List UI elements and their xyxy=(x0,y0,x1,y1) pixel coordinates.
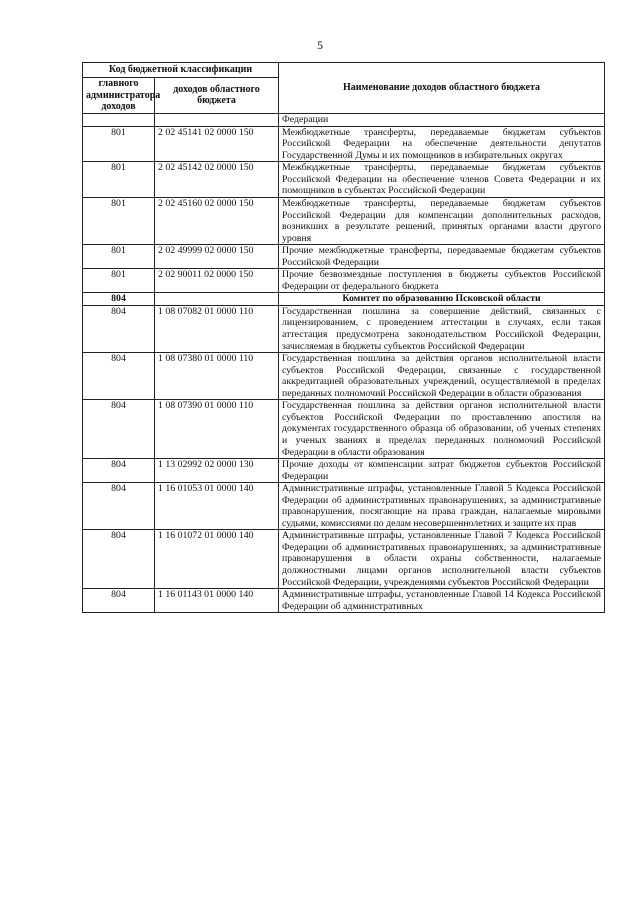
income-code-cell: 1 08 07380 01 0000 110 xyxy=(155,353,279,400)
table-row xyxy=(83,589,605,613)
table-row xyxy=(83,269,605,293)
income-code-cell: 2 02 90011 02 0000 150 xyxy=(155,269,279,293)
income-code-cell: 1 13 02992 02 0000 130 xyxy=(155,459,279,483)
admin-code-cell: 804 xyxy=(83,483,155,530)
admin-code-cell xyxy=(83,114,155,127)
income-name-cell: Прочие безвозмездные поступления в бюджеты субъектов Российской Федерации от федерального бюджета xyxy=(279,269,605,293)
income-code-cell: 2 02 45141 02 0000 150 xyxy=(155,126,279,162)
admin-code-cell: 804 xyxy=(83,305,155,352)
admin-code-cell: 801 xyxy=(83,162,155,198)
admin-code-cell: 804 xyxy=(83,400,155,459)
income-name-cell: Комитет по образованию Псковской области xyxy=(279,293,605,306)
table-row xyxy=(83,305,605,352)
income-code-cell: 2 02 49999 02 0000 150 xyxy=(155,245,279,269)
budget-classification-table xyxy=(82,62,605,613)
income-code-cell: 2 02 45142 02 0000 150 xyxy=(155,162,279,198)
table-row xyxy=(83,126,605,162)
income-name-cell: Межбюджетные трансферты, передаваемые бюджетам субъектов Российской Федерации на обеспечение деятельности депутатов Государственной Думы и их помощников в избирательных округах xyxy=(279,126,605,162)
income-code-cell xyxy=(155,293,279,306)
income-name-cell: Административные штрафы, установленные Главой 5 Кодекса Российской Федерации об административных правонарушениях, за административные правонарушения, посягающие на права граждан, налагаемые мировыми судьями, комиссиями по делам несовершеннолетних и защите их прав xyxy=(279,483,605,530)
table-row xyxy=(83,400,605,459)
table-row xyxy=(83,198,605,245)
table-row xyxy=(83,353,605,400)
table-body xyxy=(83,114,605,613)
header-name: Наименование доходов областного бюджета xyxy=(279,63,605,114)
income-code-cell: 2 02 45160 02 0000 150 xyxy=(155,198,279,245)
header-admin: главного администратора доходов xyxy=(83,77,155,113)
table-row xyxy=(83,162,605,198)
page-number: 5 xyxy=(317,38,323,52)
admin-code-cell: 804 xyxy=(83,353,155,400)
admin-code-cell: 804 xyxy=(83,589,155,613)
income-name-cell: Межбюджетные трансферты, передаваемые бюджетам субъектов Российской Федерации для компенсации дополнительных расходов, возникших в результате решений, принятых органами власти другого уровня xyxy=(279,198,605,245)
table-row xyxy=(83,530,605,589)
income-name-cell: Государственная пошлина за действия органов исполнительной власти субъектов Российской Федерации, связанные с государственной аккредитацией образовательных учреждений, осуществляемой в пределах переданных полномочий Российской Федерации в области образования xyxy=(279,353,605,400)
admin-code-cell: 804 xyxy=(83,293,155,306)
table-row xyxy=(83,245,605,269)
income-name-cell: Государственная пошлина за совершение действий, связанных с лицензированием, с проведением аттестации в случаях, если такая аттестация предусмотрена законодательством Российской Федерации, зачисляемая в бюджеты субъектов Российской Федерации xyxy=(279,305,605,352)
income-name-cell: Прочие доходы от компенсации затрат бюджетов субъектов Российской Федерации xyxy=(279,459,605,483)
income-name-cell: Государственная пошлина за действия органов исполнительной власти субъектов Российской Федерации по проставлению апостиля на документах государственного образца об образовании, об ученых степенях и ученых званиях в пределах переданных полномочий Российской Федерации в области образования xyxy=(279,400,605,459)
admin-code-cell: 801 xyxy=(83,126,155,162)
admin-code-cell: 804 xyxy=(83,530,155,589)
admin-code-cell: 801 xyxy=(83,198,155,245)
table-row xyxy=(83,483,605,530)
header-code-group: Код бюджетной классификации xyxy=(83,63,279,78)
income-code-cell: 1 16 01053 01 0000 140 xyxy=(155,483,279,530)
income-code-cell: 1 08 07082 01 0000 110 xyxy=(155,305,279,352)
header-income: доходов областного бюджета xyxy=(155,77,279,113)
admin-code-cell: 801 xyxy=(83,245,155,269)
income-code-cell xyxy=(155,114,279,127)
income-name-cell: Федерации xyxy=(279,114,605,127)
income-code-cell: 1 08 07390 01 0000 110 xyxy=(155,400,279,459)
income-code-cell: 1 16 01143 01 0000 140 xyxy=(155,589,279,613)
income-name-cell: Межбюджетные трансферты, передаваемые бюджетам субъектов Российской Федерации на обеспечение членов Совета Федерации и их помощников в субъектах Российской Федерации xyxy=(279,162,605,198)
table-row xyxy=(83,459,605,483)
income-name-cell: Прочие межбюджетные трансферты, передаваемые бюджетам субъектов Российской Федерации xyxy=(279,245,605,269)
admin-code-cell: 804 xyxy=(83,459,155,483)
table-row xyxy=(83,114,605,127)
income-name-cell: Административные штрафы, установленные Главой 14 Кодекса Российской Федерации об административных xyxy=(279,589,605,613)
table-section-row xyxy=(83,293,605,306)
admin-code-cell: 801 xyxy=(83,269,155,293)
income-name-cell: Административные штрафы, установленные Главой 7 Кодекса Российской Федерации об административных правонарушениях, за административные правонарушения в области охраны собственности, налагаемые должностными лицами органов исполнительной власти субъектов Российской Федерации, учреждениями субъектов Российской Федерации xyxy=(279,530,605,589)
income-code-cell: 1 16 01072 01 0000 140 xyxy=(155,530,279,589)
